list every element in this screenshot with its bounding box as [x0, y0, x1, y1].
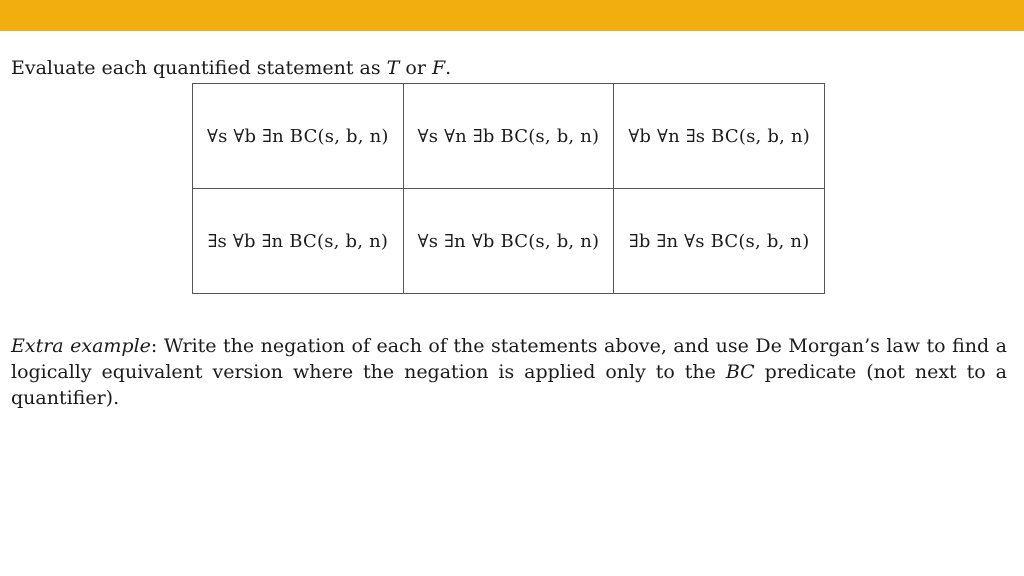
extra-example-paragraph	[11, 333, 1007, 411]
statements-table	[192, 83, 825, 294]
table-cell	[403, 189, 614, 294]
false-symbol: F	[431, 57, 446, 79]
table-cell	[193, 84, 404, 189]
bc-predicate: BC	[725, 361, 755, 383]
statement-5: ∀s ∃n ∀b BC(s, b, n)	[417, 230, 600, 252]
instruction-text	[11, 56, 451, 80]
table-row	[193, 84, 825, 189]
statement-4: ∃s ∀b ∃n BC(s, b, n)	[207, 230, 389, 252]
statement-1: ∀s ∀b ∃n BC(s, b, n)	[207, 125, 389, 147]
instruction-prefix: Evaluate each quantified statement as	[11, 57, 387, 79]
statement-3: ∀b ∀n ∃s BC(s, b, n)	[628, 125, 810, 147]
instruction-middle: or	[399, 57, 432, 79]
extra-example-label: Extra example	[11, 335, 151, 357]
table-cell	[614, 84, 825, 189]
table-cell	[614, 189, 825, 294]
instruction-suffix: .	[445, 57, 452, 79]
table-cell	[193, 189, 404, 294]
true-symbol: T	[386, 57, 400, 79]
extra-text-part2: predicate (not next to a quantifier).	[11, 361, 1007, 409]
top-accent-bar	[0, 0, 1024, 31]
table-row	[193, 189, 825, 294]
statement-2: ∀s ∀n ∃b BC(s, b, n)	[417, 125, 600, 147]
statement-6: ∃b ∃n ∀s BC(s, b, n)	[628, 230, 810, 252]
extra-text-part1: : Write the negation of each of the statements above, and use De Morgan’s law to find a logically equivalent version where the negation is applied only to the	[11, 335, 1007, 383]
table-cell	[403, 84, 614, 189]
